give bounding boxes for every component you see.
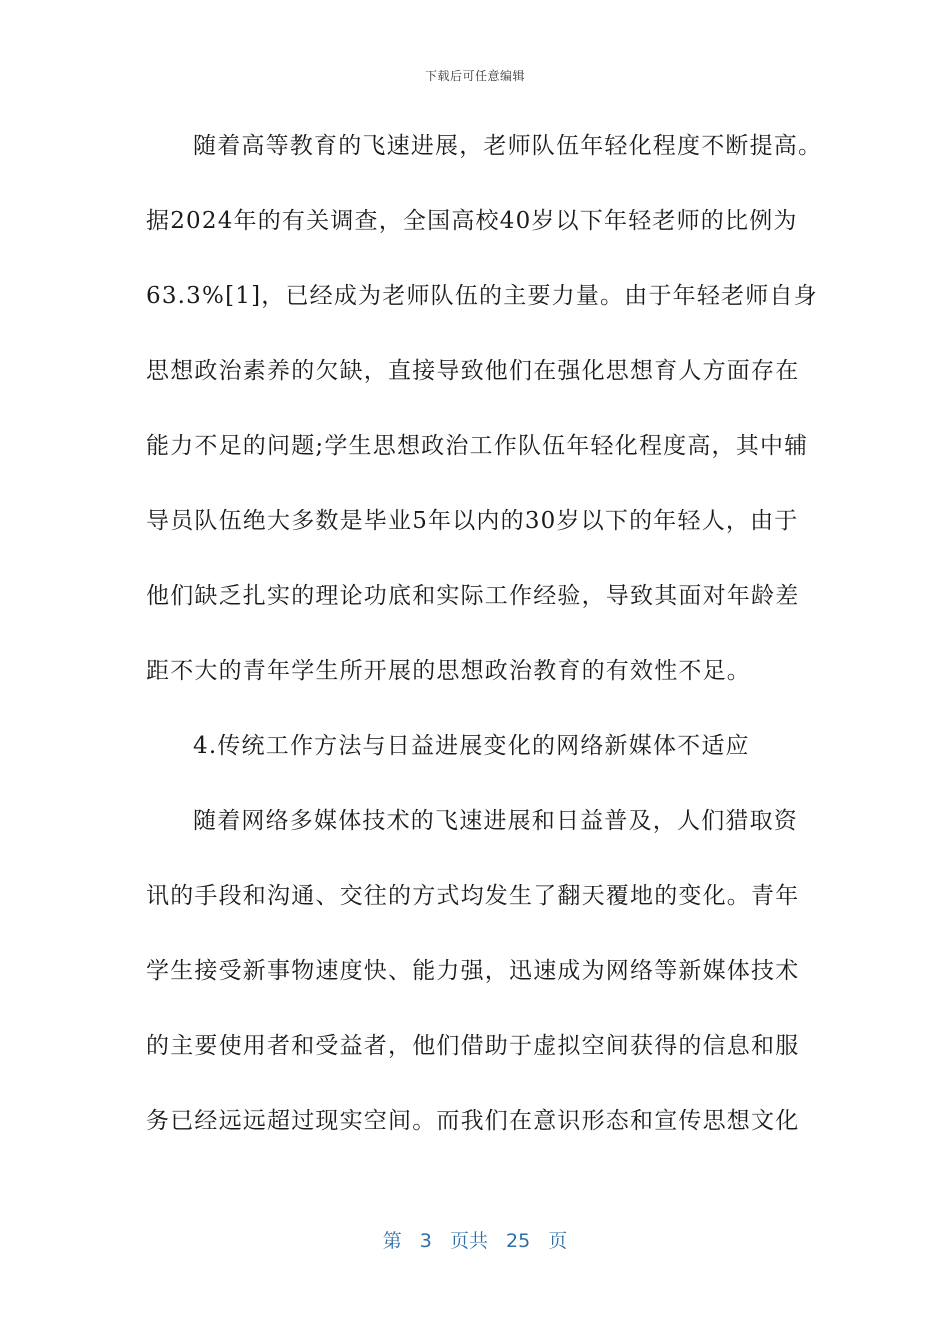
footer-total-pages: 25 — [506, 1230, 531, 1252]
paragraph-1-line-8: 距不大的青年学生所开展的思想政治教育的有效性不足。 — [146, 658, 751, 684]
section-heading: 4.传统工作方法与日益进展变化的网络新媒体不适应 — [193, 733, 750, 759]
paragraph-1-line-1: 随着高等教育的飞速进展，老师队伍年轻化程度不断提高。 — [193, 133, 823, 159]
footer-of-label: 页共 — [449, 1230, 488, 1252]
paragraph-1-line-2: 据2024年的有关调查，全国高校40岁以下年轻老师的比例为 — [146, 208, 798, 234]
paragraph-3-line-5: 务已经远远超过现实空间。而我们在意识形态和宣传思想文化 — [146, 1108, 800, 1134]
footer-page-label: 第 — [382, 1230, 402, 1252]
paragraph-3-line-3: 学生接受新事物速度快、能力强，迅速成为网络等新媒体技术 — [146, 958, 800, 984]
paragraph-3-line-2: 讯的手段和沟通、交往的方式均发生了翻天覆地的变化。青年 — [146, 883, 800, 909]
paragraph-1-line-3: 63.3%[1]，已经成为老师队伍的主要力量。由于年轻老师自身 — [146, 283, 818, 309]
page-header: 下载后可任意编辑 — [424, 69, 525, 83]
paragraph-1-line-7: 他们缺乏扎实的理论功底和实际工作经验，导致其面对年龄差 — [146, 583, 800, 609]
paragraph-1-line-4: 思想政治素养的欠缺，直接导致他们在强化思想育人方面存在 — [146, 358, 800, 384]
paragraph-3-line-1: 随着网络多媒体技术的飞速进展和日益普及，人们猎取资 — [193, 808, 798, 834]
paragraph-1-line-6: 导员队伍绝大多数是毕业5年以内的30岁以下的年轻人，由于 — [146, 508, 799, 534]
footer-current-page: 3 — [419, 1230, 432, 1252]
page-footer — [0, 1226, 950, 1253]
paragraph-3-line-4: 的主要使用者和受益者，他们借助于虚拟空间获得的信息和服 — [146, 1033, 800, 1059]
paragraph-1-line-5: 能力不足的问题;学生思想政治工作队伍年轻化程度高，其中辅 — [146, 433, 809, 459]
footer-end-label: 页 — [548, 1230, 568, 1252]
